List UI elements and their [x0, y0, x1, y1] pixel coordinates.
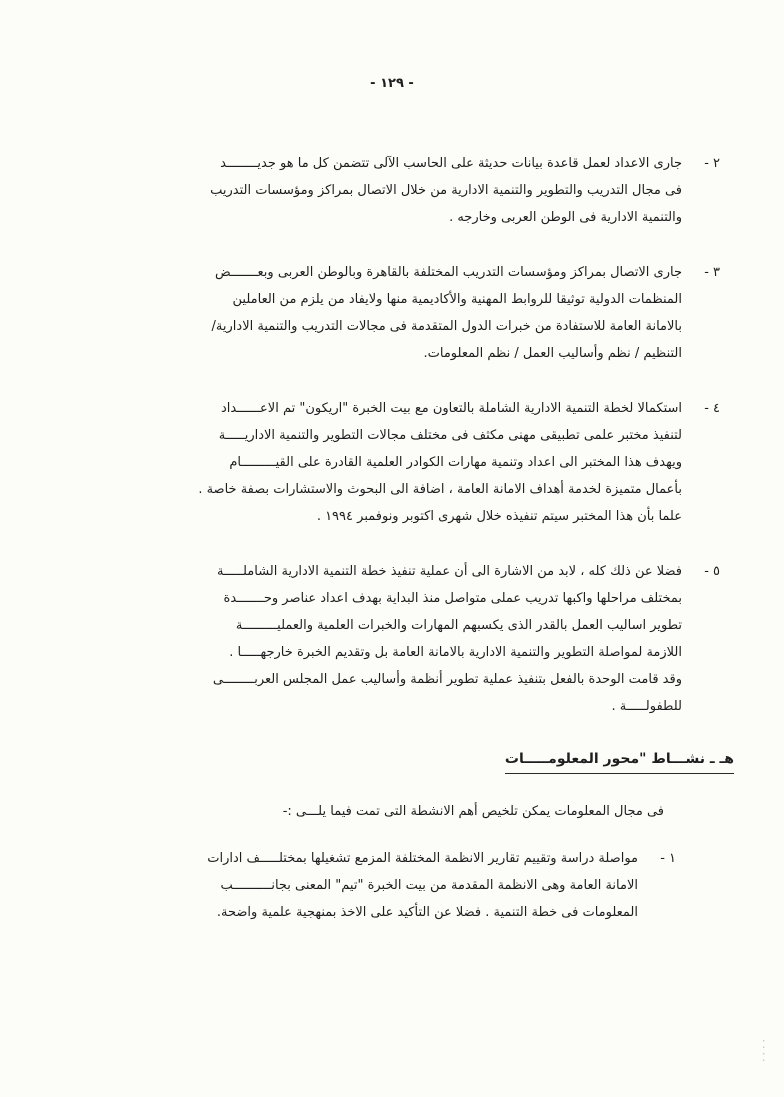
numbered-paragraph: [88, 395, 720, 530]
paragraph-marker: ١ -: [660, 851, 676, 866]
numbered-paragraph: [88, 845, 676, 926]
paragraph-line: علما بأن هذا المختبر سيتم تنفيذه خلال شهرى اكتوبر ونوفمبر ١٩٩٤ .: [316, 509, 682, 524]
paragraph-lines: [88, 845, 638, 926]
paragraph-line: للطفولـــــة .: [611, 699, 682, 714]
paragraph-marker: ٥ -: [704, 564, 720, 579]
paragraph-line: اللازمة لمواصلة التطوير والتنمية الادارية بالامانة العامة بل وتقديم الخبرة خارجهـــــا .: [229, 645, 682, 660]
paragraph-line: التنظيم / نظم وأساليب العمل / نظم المعلومات.: [423, 346, 682, 361]
paragraph-line: بمختلف مراحلها واكبها تدريب عملى متواصل منذ البداية بهدف اعداد عناصر وحـــــــدة: [223, 591, 682, 606]
paragraph-line: والتنمية الادارية فى الوطن العربى وخارجه .: [449, 210, 682, 225]
page-number: - ١٢٩ -: [370, 76, 414, 91]
paragraph-line: فى مجال التدريب والتطوير والتنمية الادارية من خلال الاتصال بمراكز ومؤسسات التدريب: [210, 183, 682, 198]
paragraph-marker: ٤ -: [704, 401, 720, 416]
paragraph-line: المنظمات الدولية توثيقا للروابط المهنية والأكاديمية منها ولايفاد من يلزم من العاملين: [232, 292, 682, 307]
numbered-paragraph: [88, 259, 720, 367]
paragraph-line: ويهدف هذا المختبر الى اعداد وتنمية مهارات الكوادر العلمية القادرة على القيـــــــــام: [229, 455, 682, 470]
paragraph-line: وقد قامت الوحدة بالفعل بتنفيذ عملية تطوير أنظمة وأساليب عمل المجلس العربــــــــى: [212, 672, 682, 687]
paragraph-line: بأعمال متميزة لخدمة أهداف الامانة العامة ، اضافة الى البحوث والاستشارات بصفة خاصة .: [198, 482, 682, 497]
paragraph-line: مواصلة دراسة وتقييم تقارير الانظمة المختلفة المزمع تشغيلها بمختلـــــف ادارات: [207, 851, 638, 866]
margin-scan-marks: ····: [757, 1039, 770, 1065]
paragraph-line: بالامانة العامة للاستفادة من خبرات الدول المتقدمة فى مجالات التدريب والتنمية الادارية/: [211, 319, 682, 334]
intro-text: فى مجال المعلومات يمكن تلخيص أهم الانشطة التى تمت فيما يلـــى :-: [282, 804, 664, 819]
numbered-paragraph: [88, 558, 720, 720]
paragraph-lines: [88, 259, 682, 367]
paragraph-line: تطوير اساليب العمل بالقدر الذى يكسبهم المهارات والخبرات العلمية والعمليـــــــــة: [235, 618, 682, 633]
paragraph-line: لتنفيذ مختبر علمى تطبيقى مهنى مكثف فى مختلف مجالات التطوير والتنمية الاداريـــــة: [218, 428, 682, 443]
paragraph-lines: [88, 395, 682, 530]
paragraph-line: جارى الاعداد لعمل قاعدة بيانات حديثة على الحاسب الآلى تتضمن كل ما هو جديــــــــد: [220, 156, 682, 171]
numbered-paragraph: [88, 150, 720, 231]
paragraph-lines: [88, 150, 682, 231]
document-body: [88, 150, 734, 926]
paragraph-line: الامانة العامة وهى الانظمة المقدمة من بيت الخبرة "تيم" المعنى بجانــــــــــب: [220, 878, 638, 893]
paragraph-lines: [88, 558, 682, 720]
paragraph-line: استكمالا لخطة التنمية الادارية الشاملة بالتعاون مع بيت الخبرة "اريكون" تم الاعــــــداد: [220, 401, 682, 416]
section-heading: هـ ـ نشـــاط "محور المعلومـــــات: [505, 751, 734, 774]
section-heading-row: [88, 748, 734, 774]
paragraph-marker: ٣ -: [704, 265, 720, 280]
paragraph-line: فضلا عن ذلك كله ، لابد من الاشارة الى أن عملية تنفيذ خطة التنمية الادارية الشاملـــــة: [216, 564, 682, 579]
paragraph-line: المعلومات فى خطة التنمية . فضلا عن التأكيد على الاخذ بمنهجية علمية واضحة.: [216, 905, 638, 920]
paragraph-line: جارى الاتصال بمراكز ومؤسسات التدريب المختلفة بالقاهرة وبالوطن العربى وبعـــــــض: [214, 265, 682, 280]
paragraph-marker: ٢ -: [704, 156, 720, 171]
